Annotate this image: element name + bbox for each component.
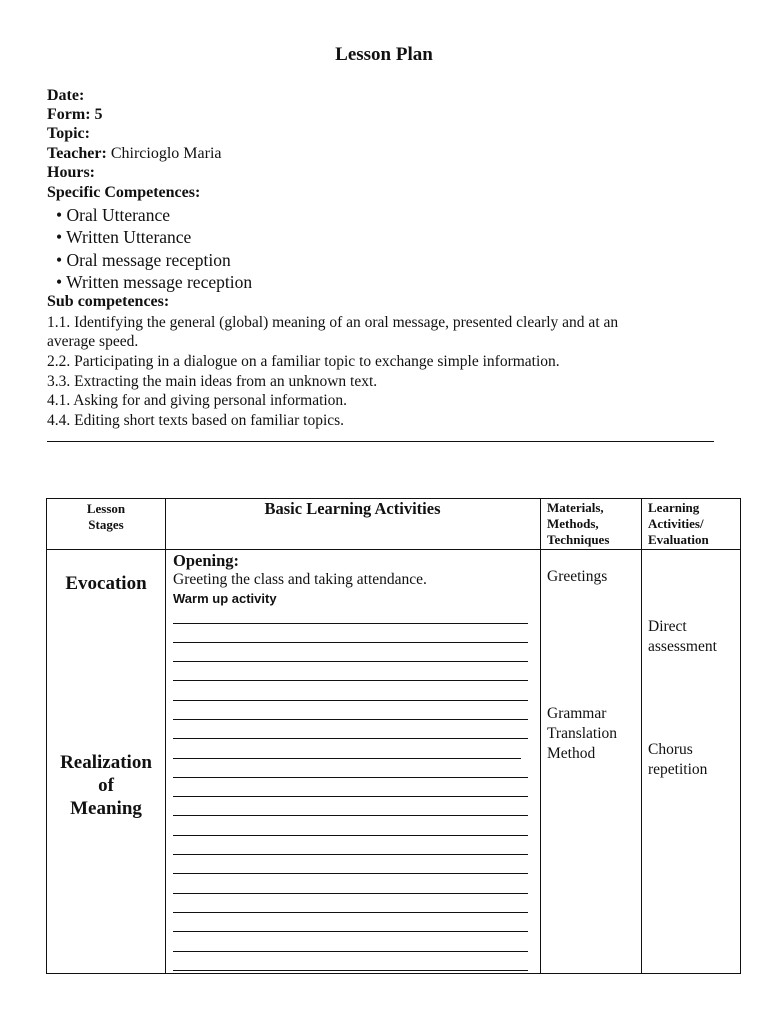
materials-method-line: Method xyxy=(547,745,596,762)
blank-answer-line xyxy=(173,738,528,739)
form-label: Form: 5 xyxy=(47,106,103,123)
header-evaluation-line: Learning xyxy=(648,500,700,515)
topic-field xyxy=(47,124,90,143)
date-label: Date: xyxy=(47,87,85,104)
evaluation-line: Direct xyxy=(648,618,687,635)
blank-answer-line xyxy=(173,623,528,624)
sub-competences-label: Sub competences: xyxy=(47,293,170,310)
topic-label: Topic: xyxy=(47,125,90,142)
blank-answer-line xyxy=(173,758,521,759)
stage-realization-line: Meaning xyxy=(70,798,142,819)
column-divider xyxy=(165,499,166,973)
evaluation-line: assessment xyxy=(648,638,717,655)
stage-evocation: Evocation xyxy=(65,573,147,594)
sub-competences-heading xyxy=(47,292,169,311)
evaluation-chorus-repetition xyxy=(648,740,707,780)
blank-answer-line xyxy=(173,680,528,681)
blank-answer-line xyxy=(173,719,528,720)
blank-answer-line xyxy=(173,873,528,874)
blank-answer-line xyxy=(173,835,528,836)
sub-competence-item: 4.1. Asking for and giving personal information. xyxy=(47,392,348,409)
blank-answer-line xyxy=(173,912,528,913)
competence-item: • Oral Utterance xyxy=(56,205,170,225)
column-divider xyxy=(641,499,642,973)
materials-method-line: Grammar xyxy=(547,705,607,722)
opening-label: Opening: xyxy=(173,551,240,570)
blank-answer-line xyxy=(173,854,528,855)
blank-answer-line xyxy=(173,777,528,778)
header-materials xyxy=(547,500,609,548)
blank-answer-line xyxy=(173,970,528,971)
header-basic-learning-activities: Basic Learning Activities xyxy=(264,499,441,518)
sub-competence-item: 2.2. Participating in a dialogue on a familiar topic to exchange simple information. xyxy=(47,353,560,370)
opening-text: Greeting the class and taking attendance. xyxy=(173,571,427,588)
stage-realization-line: of xyxy=(98,775,114,796)
blank-answer-line xyxy=(173,951,528,952)
blank-answer-line xyxy=(173,815,528,816)
stage-realization-line: Realization xyxy=(60,752,152,773)
header-lesson-stages xyxy=(47,501,165,533)
hours-label: Hours: xyxy=(47,164,95,181)
header-materials-line: Materials, xyxy=(547,500,604,515)
blank-answer-line xyxy=(173,796,528,797)
blank-answer-line xyxy=(173,661,528,662)
teacher-label: Teacher: xyxy=(47,145,107,162)
header-evaluation xyxy=(648,500,709,548)
materials-method xyxy=(547,704,617,764)
lesson-table xyxy=(46,498,741,974)
sub-competence-item: 1.1. Identifying the general (global) meaning of an oral message, presented clearly and at an xyxy=(47,314,619,331)
competence-item: • Oral message reception xyxy=(56,250,231,270)
hours-field xyxy=(47,163,95,182)
sub-competence-item: 3.3. Extracting the main ideas from an unknown text. xyxy=(47,373,378,390)
header-divider xyxy=(47,549,740,550)
header-evaluation-line: Activities/ xyxy=(648,516,704,531)
section-divider xyxy=(47,441,714,442)
competence-item: • Written Utterance xyxy=(56,227,192,247)
teacher-name: Chircioglo Maria xyxy=(106,145,222,162)
warmup-label: Warm up activity xyxy=(173,591,277,606)
header-lesson-stages-line: Lesson xyxy=(86,501,126,516)
specific-competences-label: Specific Competences: xyxy=(47,184,201,201)
form-field xyxy=(47,105,103,124)
materials-method-line: Translation xyxy=(547,725,618,742)
header-materials-line: Methods, xyxy=(547,516,599,531)
sub-competence-item: 4.4. Editing short texts based on familiar topics. xyxy=(47,412,345,429)
evaluation-line: repetition xyxy=(648,761,708,778)
stage-realization-of-meaning xyxy=(47,751,165,820)
blank-answer-line xyxy=(173,700,528,701)
page-title: Lesson Plan xyxy=(335,44,433,65)
evaluation-direct-assessment xyxy=(648,617,717,657)
header-materials-line: Techniques xyxy=(547,532,610,547)
specific-competences-heading xyxy=(47,183,200,202)
blank-answer-line xyxy=(173,893,528,894)
header-evaluation-line: Evaluation xyxy=(648,532,709,547)
blank-answer-line xyxy=(173,931,528,932)
date-field xyxy=(47,86,84,105)
blank-answer-line xyxy=(173,642,528,643)
evaluation-line: Chorus xyxy=(648,741,693,758)
competence-item: • Written message reception xyxy=(56,272,253,292)
column-divider xyxy=(540,499,541,973)
sub-competence-item: average speed. xyxy=(47,333,139,350)
header-lesson-stages-line: Stages xyxy=(88,517,124,532)
materials-greetings: Greetings xyxy=(547,568,608,585)
teacher-field xyxy=(47,144,221,163)
